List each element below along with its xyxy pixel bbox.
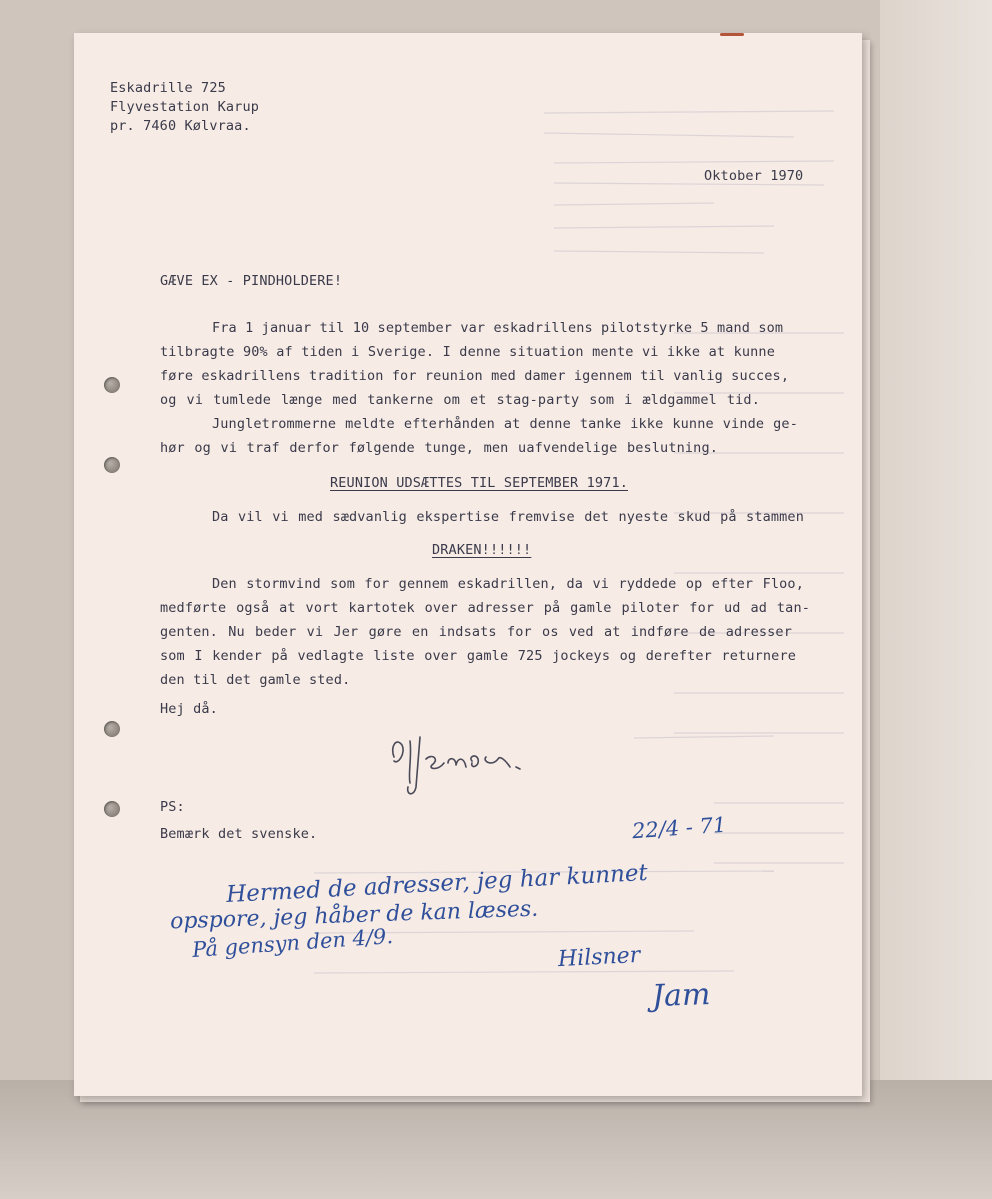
closing: Hej då. [160,701,218,717]
handwritten-line-1: Hermed de adresser, jeg har kunnet [225,859,649,909]
paragraph-3: Da vil vi med sædvanlig ekspertise fremvise det nyeste skud på stammen [212,509,804,525]
handwritten-line-2: opspore, jeg håber de kan læses. [169,896,539,935]
paragraph-4-line-2: medførte også at vort kartotek over adresser på gamle piloter for ud ad tan- [160,600,810,616]
reunion-announcement: REUNION UDSÆTTES TIL SEPTEMBER 1971. [330,475,628,491]
paragraph-1-line-2: tilbragte 90% af tiden i Sverige. I denne situation mente vi ikke at kunne [160,344,775,360]
paragraph-4-line-5: den til det gamle sted. [160,672,351,688]
paragraph-4-line-3: genten. Nu beder vi Jer gøre en indsats for os ved at indføre de adresser [160,624,792,640]
paragraph-4-line-4: som I kender på vedlagte liste over gamle 725 jockeys og derefter returnere [160,648,796,664]
handwritten-date: 22/4 - 71 [631,812,728,844]
paragraph-2-line-2: hør og vi traf derfor følgende tunge, men uafvendelige beslutning. [160,440,718,456]
punch-hole-2 [104,457,120,473]
handwritten-line-3: På gensyn den 4/9. [191,924,394,962]
salutation: GÆVE EX - PINDHOLDERE! [160,273,343,289]
typed-letter-signature [386,717,546,807]
punch-hole-3 [104,721,120,737]
handwritten-greeting: Hilsner [557,942,641,973]
paragraph-1-line-4: og vi tumlede længe med tankerne om et stag-party som i ældgammel tid. [160,392,760,408]
ps-label: PS: [160,799,185,815]
draken-heading: DRAKEN!!!!!! [432,542,532,558]
sender-line-3: pr. 7460 Kølvraa. [110,118,251,134]
sender-line-2: Flyvestation Karup [110,99,259,115]
paragraph-2-line-1: Jungletrommerne meldte efterhånden at denne tanke ikke kunne vinde ge- [212,416,798,432]
punch-hole-4 [104,801,120,817]
handwritten-signature: Jam [651,976,711,1015]
paragraph-1-line-3: føre eskadrillens tradition for reunion med damer igennem til vanlig succes, [160,368,790,384]
letter-date: Oktober 1970 [704,168,804,184]
sender-line-1: Eskadrille 725 [110,80,226,96]
paragraph-1-line-1: Fra 1 januar til 10 september var eskadrillens pilotstyrke 5 mand som [212,320,784,336]
staple [720,33,744,36]
letter-page [74,33,862,1096]
ps-text: Bemærk det svenske. [160,826,318,842]
backdrop-right [880,0,992,1199]
show-through-texture [74,33,862,1096]
punch-hole-1 [104,377,120,393]
paragraph-4-line-1: Den stormvind som for gennem eskadrillen, da vi ryddede op efter Floo, [212,576,804,592]
